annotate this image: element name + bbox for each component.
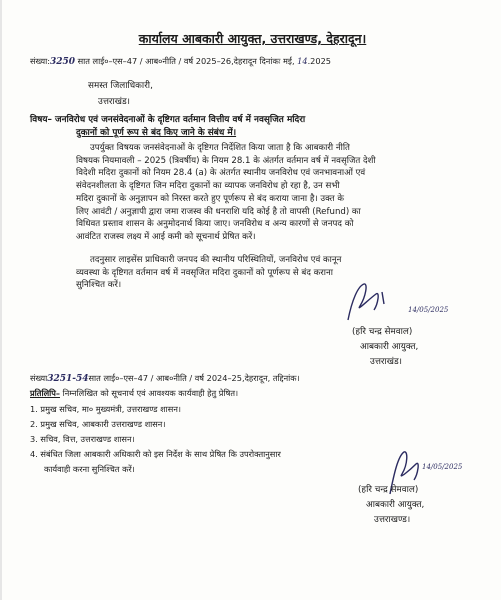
- addressee-line1: समस्त जिलाधिकारी,: [88, 81, 153, 91]
- reference-date-hand: 14: [297, 56, 308, 66]
- para1-line: लिए आवंटी / अनुज्ञापी द्वारा जमा राजस्व की धनराशि यदि कोई है तो वापसी (Refund) का: [76, 206, 361, 217]
- office-title: कार्यालय आबकारी आयुक्त, उत्तराखण्ड, देहरादून।: [138, 31, 367, 46]
- copy-list-item-continued: कार्यवाही करना सुनिश्चित करें।: [44, 464, 135, 474]
- copy-list-item: 3. सचिव, वित्त, उत्तराखण्ड शासन।: [30, 434, 135, 444]
- signature1-date: 14/05/2025: [408, 306, 449, 314]
- reference2-text: सात लाई०–एस–47 / आब०नीति / वर्ष 2024–25,देहरादून, तद्दिनांक।: [88, 373, 300, 383]
- signature2-name: (हरि चन्द्र सेमवाल): [358, 485, 419, 495]
- para2-line: तदनुसार लाइसेंस प्राधिकारी जनपद की स्थानीय परिस्थितियों, जनविरोध एवं कानून: [90, 255, 342, 265]
- subject-block: [30, 114, 305, 127]
- copy-label: प्रतिलिपि–: [30, 388, 60, 398]
- body-paragraph-1: [76, 142, 474, 244]
- reference2-line: [30, 372, 300, 386]
- signature-scribble-1: [338, 280, 418, 325]
- signature2-designation: आबकारी आयुक्त,: [366, 500, 425, 510]
- reference-year: .2025: [307, 56, 332, 66]
- signature2-date: 14/05/2025: [422, 463, 463, 471]
- para1-line: विधिवत प्रस्ताव शासन के अनुमोदनार्थ किया जाए। जनविरोध व अन्य कारणों से जनपद को: [76, 219, 354, 230]
- reference2-number: 3251-54: [47, 374, 89, 384]
- reference-prefix: संख्या:: [30, 56, 50, 66]
- reference-text: सात लाई०–एस–47 / आब०नीति / वर्ष 2025–26,देहरादून दिनांकः मई,: [77, 56, 295, 66]
- subject-line2: दुकानों को पूर्ण रूप से बंद किए जाने के संबंध में।: [76, 128, 237, 138]
- signature1-designation: आबकारी आयुक्त,: [360, 342, 419, 352]
- para2-line: सुनिश्चित करें।: [76, 280, 122, 291]
- copy-list-item: 2. प्रमुख सचिव, आबकारी उत्तराखण्ड शासन।: [30, 419, 166, 429]
- subject-label: विषय–: [30, 115, 52, 125]
- para2-line: व्यवस्था के दृष्टिगत वर्तमान वर्ष में नवसृजित मदिरा दुकानों को पूर्णरूप से बंद कराना: [76, 267, 333, 278]
- copy-heading: [30, 387, 238, 400]
- copy-list-item: 4. संबंधित जिला आबकारी अधिकारी को इस निर्देश के साथ प्रेषित कि उपरोक्तानुसार: [30, 449, 281, 459]
- para1-line: उपर्युक्त विषयक जनसंवेदनाओं के दृष्टिगत निर्देशित किया जाता है कि आबकारी नीति: [90, 143, 350, 153]
- copy-list: [30, 402, 281, 477]
- subject-line1: जनविरोध एवं जनसंवेदनाओं के दृष्टिगत वर्तमान वित्तीय वर्ष में नवसृजित मदिरा: [55, 115, 306, 125]
- reference-line: [30, 55, 331, 69]
- para1-line: संवेदनशीलता के दृष्टिगत जिन मदिरा दुकानों का व्यापक जनविरोध हो रहा है, उन सभी: [76, 181, 340, 192]
- para1-line: मदिरा दुकानों के अनुज्ञापन को निरस्त करते हुए पूर्णरूप से बंद कराया जाना है। उक्त के: [76, 193, 344, 204]
- para1-line: विषयक नियमावली – 2025 (त्रिवर्षीय) के नियम 28.1 के अंतर्गत वर्तमान वर्ष में नवसृजित देशी: [76, 155, 376, 166]
- signature1-name: (हरि चन्द्र सेमवाल): [352, 327, 413, 337]
- reference-number: 3250: [49, 57, 76, 67]
- signature2-location: उत्तराखण्ड।: [374, 515, 411, 525]
- reference2-prefix: संख्या: [30, 373, 48, 383]
- copy-intro: निम्नलिखित को सूचनार्थ एवं आवश्यक कार्यवाही हेतु प्रेषित।: [62, 388, 239, 398]
- para1-line: आवंटित राजस्व लक्ष्य में आई कमी को सूचनार्थ प्रेषित करें।: [76, 231, 256, 242]
- copy-list-item: 1. प्रमुख सचिव, मा० मुख्यमंत्री, उत्तराखण्ड शासन।: [30, 404, 181, 414]
- signature1-location: उत्तराखंड।: [370, 357, 403, 367]
- para1-line: विदेशी मदिरा दुकानों को नियम 28.4 (a) के अंतर्गत स्थानीय जनविरोध एवं जनभावनाओं एवं: [76, 168, 366, 179]
- addressee-line2: उत्तराखंड।: [98, 97, 131, 107]
